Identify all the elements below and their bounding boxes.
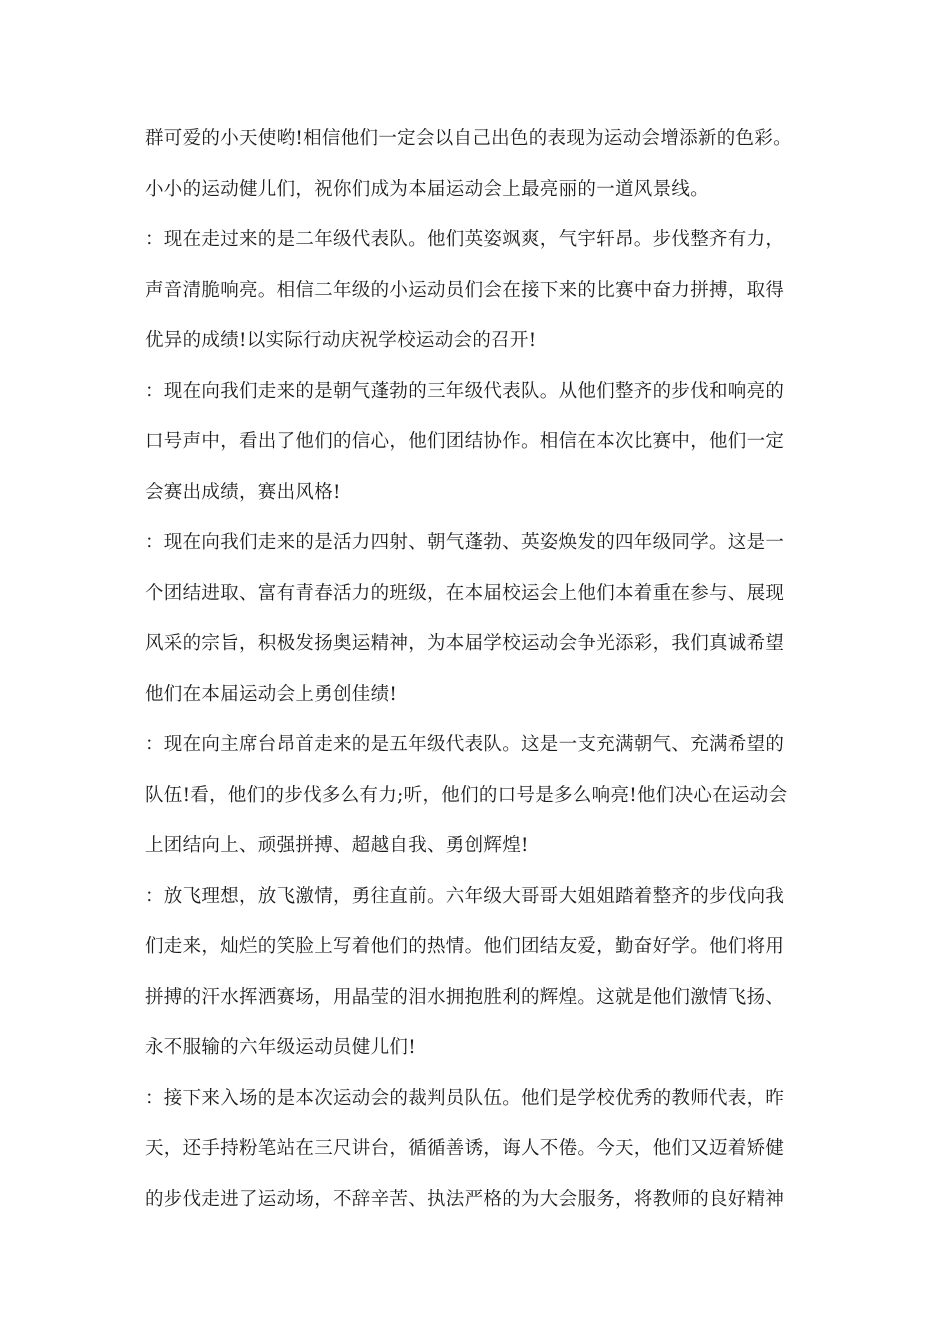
text-line: 风采的宗旨，积极发扬奥运精神，为本届学校运动会争光添彩，我们真诚希望 <box>145 633 785 654</box>
text-line: 队伍!看，他们的步伐多么有力;听，他们的口号是多么响亮!他们决心在运动会 <box>145 784 788 806</box>
text-line: 会赛出成绩，赛出风格! <box>145 481 341 503</box>
text-line: 拼搏的汗水挥洒赛场，用晶莹的泪水拥抱胜利的辉煌。这就是他们激情飞扬、 <box>145 986 785 1008</box>
text-line: 小小的运动健儿们，祝你们成为本届运动会上最亮丽的一道风景线。 <box>145 178 710 200</box>
text-line: 个团结进取、富有青春活力的班级，在本届校运会上他们本着重在参与、展现 <box>145 582 785 604</box>
text-line: ：现在向我们走来的是活力四射、朝气蓬勃、英姿焕发的四年级同学。这是一 <box>145 532 785 553</box>
text-line: 他们在本届运动会上勇创佳绩! <box>145 683 398 705</box>
text-line: ：放飞理想，放飞激情，勇往直前。六年级大哥哥大姐姐踏着整齐的步伐向我 <box>145 885 785 907</box>
text-line: 的步伐走进了运动场，不辞辛苦、执法严格的为大会服务，将教师的良好精神 <box>145 1188 785 1210</box>
text-line: 们走来，灿烂的笑脸上写着他们的热情。他们团结友爱，勤奋好学。他们将用 <box>145 936 785 957</box>
document-body <box>145 118 810 1229</box>
text-line: ：现在走过来的是二年级代表队。他们英姿飒爽，气宇轩昂。步伐整齐有力， <box>145 229 785 250</box>
text-line: 上团结向上、顽强拼搏、超越自我、勇创辉煌! <box>145 835 529 856</box>
text-line: ：接下来入场的是本次运动会的裁判员队伍。他们是学校优秀的教师代表，昨 <box>145 1087 785 1109</box>
text-line: 声音清脆响亮。相信二年级的小运动员们会在接下来的比赛中奋力拼搏，取得 <box>145 279 785 301</box>
text-line: ：现在向主席台昂首走来的是五年级代表队。这是一支充满朝气、充满希望的 <box>145 734 785 755</box>
text-line: ：现在向我们走来的是朝气蓬勃的三年级代表队。从他们整齐的步伐和响亮的 <box>145 380 785 402</box>
text-line: 优异的成绩!以实际行动庆祝学校运动会的召开! <box>145 330 537 351</box>
text-line: 口号声中，看出了他们的信心，他们团结协作。相信在本次比赛中，他们一定 <box>145 431 785 452</box>
text-line: 天，还手持粉笔站在三尺讲台，循循善诱，诲人不倦。今天，他们又迈着矫健 <box>145 1138 785 1159</box>
text-line: 群可爱的小天使哟!相信他们一定会以自己出色的表现为运动会增添新的色彩。 <box>145 128 792 149</box>
text-line: 永不服输的六年级运动员健儿们! <box>145 1037 416 1058</box>
